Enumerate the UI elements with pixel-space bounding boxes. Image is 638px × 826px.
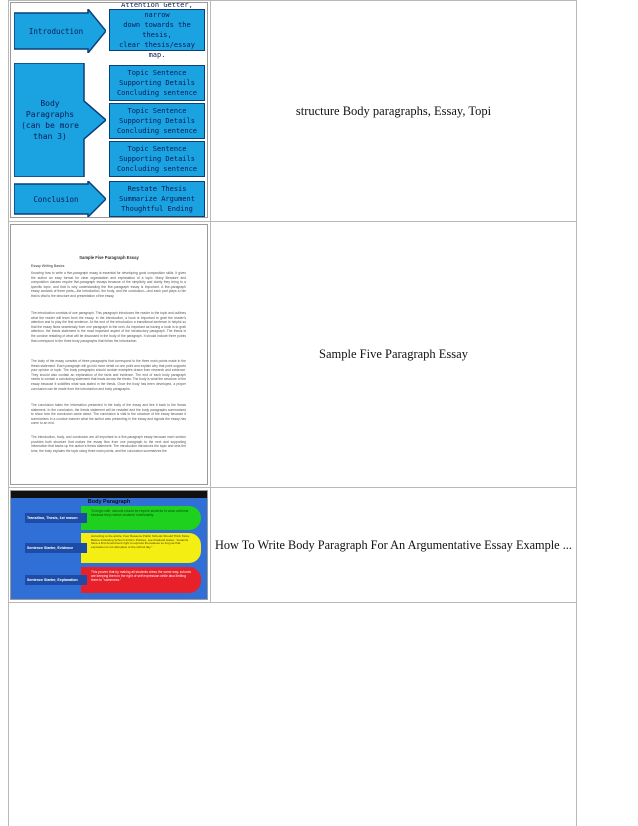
conclusion-line-3: Thoughtful Ending xyxy=(121,205,193,213)
caption-row-1[interactable]: structure Body paragraphs, Essay, Topi xyxy=(295,103,492,118)
table-border-right xyxy=(576,0,577,603)
essay-paragraph: The conclusion takes the information presented in the body of the essay and ties it back to the thesis statement. In the conclusion, the thesis statement will be restated and the body paragraphs summarized to show how the conclusion came about. The conclusion is vital to the structure of the essay because it summarizes in a concise manner what the author was presenting in the essay and signals the essay has come to an end. xyxy=(31,403,186,426)
essay-paragraph: The introduction, body, and conclusion are all important to a five-paragraph essay because each section provides both structure that makes the essay flow from one paragraph to the next and supporting information that backs up the author's thesis statement. The introduction introduces the topic and sets the tone, the body explains the topic using three main points, and the conclusion summarizes the xyxy=(31,435,186,453)
conclusion-line-2: Summarize Argument xyxy=(119,195,195,203)
body-1-concluding: Concluding sentence xyxy=(116,89,198,97)
essay-paragraph: Knowing how to write a five-paragraph essay is essential for developing good composition skills. It gives the author an easy format for clear organization and explanation of a topic. Many literature and composition classes require five-paragraph essays because of the simplicity and clarity they bring to a specific topic, and that is why understanding the five-paragraph essay is important. A five-paragraph essay consists of three parts—the introduction, the body, and the conclusion—and each part plays a role that is vital to the structure and presentation of the essay. xyxy=(31,271,186,298)
extra-column-right xyxy=(576,603,577,826)
body-3-details: Supporting Details xyxy=(119,155,195,163)
intro-line-2: down towards the thesis, xyxy=(123,21,191,39)
introduction-box xyxy=(109,2,205,59)
body-3-concluding: Concluding sentence xyxy=(116,165,198,173)
green-row-text: To begin with, schools should be require students to wear uniforms because they restrict students' individuality. xyxy=(91,509,189,518)
essay-structure-image[interactable] xyxy=(10,2,208,218)
body-box-1 xyxy=(109,65,205,101)
body-1-details: Supporting Details xyxy=(119,79,195,87)
extra-column-left xyxy=(8,603,9,826)
tag-transition: Transition, Thesis, 1st reason xyxy=(25,513,87,523)
conclusion-arrow xyxy=(14,181,106,217)
body-paragraphs-label: Body Paragraphs (can be more than 3) xyxy=(21,99,79,141)
sample-essay-title: Sample Five Paragraph Essay xyxy=(79,255,139,260)
top-bar xyxy=(11,491,207,498)
body-2-topic: Topic Sentence xyxy=(127,107,187,115)
body-box-3 xyxy=(109,141,205,177)
body-paragraphs-arrow xyxy=(14,63,106,177)
row-divider-3 xyxy=(8,602,577,603)
red-row-text: This proves that by making all students dress the same way, schools are keeping them in the right of self expression while also limiting them to "sameness." xyxy=(91,570,191,583)
sample-essay-subtitle: Essay Writing Basics xyxy=(31,264,65,268)
tag-explanation: Sentence Starter, Explanation xyxy=(25,575,87,585)
essay-paragraph: The introduction consists of one paragraph. This paragraph introduces the reader to the topic and outlines what the reader will learn from the essay. In the introduction, a hook is important to grab the reader's attention and to play the first sentence. At the end of the introduction a transitional sentence is helpful so that the essay flows seamlessly from one paragraph to the next. As important as having a hook is to grab attention, the thesis statement is the most important aspect of the introductory paragraph. The thesis is the concise restating of what will be discussed in the body of the paragraph. It should include three points that correspond to the three body paragraphs that follow the introduction. xyxy=(31,311,186,343)
sample-essay-page xyxy=(11,225,207,484)
body-2-details: Supporting Details xyxy=(119,117,195,125)
essay-paragraph: The body of the essay consists of three paragraphs that correspond to the three main points made in the thesis statement. Each paragraph will go into more detail on one point and explain why that point supports your opinion or topic. The body paragraphs should contain examples drawn from research and evidence. They should also contain an explanation of the facts and evidence. The end of each body paragraph needs to contain a concluding statement that leads across the thesis. The body is what the structure of the essay because it solidifies what was stated in the thesis. Once the body has been developed, a proper conclusion can be made from the introduction and body paragraphs. xyxy=(31,359,186,391)
body-paragraph-graphic xyxy=(11,491,207,599)
conclusion-line-1: Restate Thesis xyxy=(127,185,187,193)
yellow-row-text: According to the article, Four Reasons Public Schools Should Think Twice Before Instituting School Uniform Policies, Lee Rowland states, "students have a first Amendment right to express themselves so long as that expression is not disruptive to the school day." xyxy=(91,534,190,550)
body-paragraph-title: Body Paragraph xyxy=(87,499,131,505)
body-1-topic: Topic Sentence xyxy=(127,69,187,77)
body-2-concluding: Concluding sentence xyxy=(116,127,198,135)
body-box-2 xyxy=(109,103,205,139)
essay-structure-diagram xyxy=(11,3,207,217)
body-paragraph-image[interactable] xyxy=(10,490,208,600)
table-border-left xyxy=(8,0,9,603)
introduction-arrow xyxy=(14,9,106,53)
intro-line-3: clear thesis/essay map. xyxy=(119,41,195,59)
caption-row-2[interactable]: Sample Five Paragraph Essay xyxy=(319,347,468,361)
sample-essay-image[interactable] xyxy=(10,224,208,485)
body-3-topic: Topic Sentence xyxy=(127,145,187,153)
caption-row-3[interactable]: How To Write Body Paragraph For An Argumentative Essay Example ... xyxy=(215,537,572,552)
tag-evidence: Sentence Starter, Evidence xyxy=(25,543,87,553)
introduction-label: Introduction xyxy=(28,26,84,36)
intro-line-1: Attention Getter, narrow xyxy=(121,2,193,19)
conclusion-box xyxy=(109,181,205,217)
conclusion-label: Conclusion xyxy=(33,194,79,204)
